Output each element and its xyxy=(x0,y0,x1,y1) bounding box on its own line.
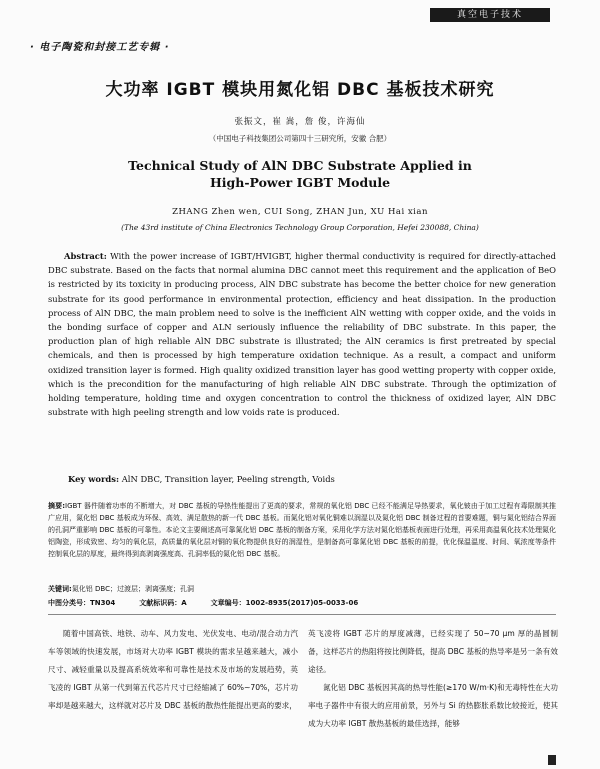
body-right-paragraph-1: 英飞凌将 IGBT 芯片的厚度减薄，已经实现了 50~70 μm 厚的晶圆制备，这样芯片的热阻将按比例降低，提高 DBC 基板的热导率是另一条有效途径。 xyxy=(308,629,558,674)
body-column-left: 随着中国高铁、地铁、动车、风力发电、光伏发电、电动/混合动力汽车等领域的快速发展，市场对大功率 IGBT 模块的需求呈越来越大，减小尺寸、减轻重量以及提高系统效率和可靠性是技术及市场的发展趋势，英飞凌的 IGBT 从第一代到第五代芯片尺寸已经缩减了 60%~70%，芯片功率却是越来越大，这样就对芯片及 DBC 基板的散热性能提出更高的要求， xyxy=(48,629,298,710)
authors-cn: 张振文，崔 嵩，詹 俊，许海仙 xyxy=(234,117,366,127)
keywords-en-text: AlN DBC, Transition layer, Peeling strength, Voids xyxy=(121,474,335,484)
body-right-paragraph-2: 氮化铝 DBC 基板因其高的热导性能(≥170 W/m·K)和无毒特性在大功率电子器件中有很大的应用前景，另外与 Si 的热膨胀系数比较接近，使其成为大功率 IGBT 散热基板的最佳选择，能够 xyxy=(308,683,558,728)
clc-number: 中图分类号：TN304 xyxy=(48,599,116,607)
affiliation-cn: （中国电子科技集团公司第四十三研究所，安徽 合肥） xyxy=(208,134,392,143)
abstract-cn xyxy=(48,500,556,560)
abstract-en-text: With the power increase of IGBT/HVIGBT, higher thermal conductivity is required for directly-attached DBC substrate. Based on the facts that normal alumina DBC cannot meet this requirement and the application of BeO is restricted by its toxicity in producing process, AlN DBC substrate has become the better choice for new generation substrate for its good performance in environmental protection, efficiency and heat dissipation. In the production process of AlN DBC, the main problem need to solve is the inefficient AlN wetting with copper oxide, and the voids in the bonding surface of copper and ALN seriously influence the reliability of DBC substrate. In this paper, the production plan of high reliable AlN DBC substrate is illustrated; the AlN ceramics is first pretreated by special chemicals, and then is processed by high temperature oxidation technique. As a result, a compact and uniform oxidized transition layer is formed. High quality oxidized transition layer has good wetting property with copper oxide, which is the precondition for the manufacturing of high reliable AlN DBC substrate. Through the optimization of holding temperature, holding time and oxygen concentration to control the thickness of oxidized layer, AlN DBC substrate with high peeling strength and low voids rate is produced. xyxy=(48,251,556,418)
abstract-en-label: Abstract: xyxy=(64,251,107,261)
keywords-cn xyxy=(48,584,556,594)
title-en-line1: Technical Study of AlN DBC Substrate Applied in xyxy=(128,158,472,173)
keywords-cn-label: 关键词: xyxy=(48,585,72,593)
page-corner-mark xyxy=(548,755,556,765)
title-en xyxy=(0,157,600,191)
keywords-en-label: Key words: xyxy=(68,474,120,484)
title-cn: 大功率 IGBT 模块用氮化铝 DBC 基板技术研究 xyxy=(105,80,495,100)
abstract-cn-text: IGBT 器件随着功率的不断增大，对 DBC 基板的导热性能提出了更高的要求，常规的氧化铝 DBC 已经不能满足导热要求，氧化铍由于加工过程有毒限制其推广应用，氮化铝 DBC 基板成为环保、高效、满足散热的新一代 DBC 基板。而氮化铝对氧化铜难以润湿以及氮化铝 DBC 制备过程的首要难题，铜与氮化铝结合界面的孔洞严重影响 DBC 基板的可靠性。本论文主要阐述高可靠氮化铝 DBC 基板的制备方案，采用化学方法对氮化铝基板表面进行处理，再采用高温氧化技术处理氮化铝陶瓷，形成致密、均匀的氧化层，高质量的氧化层对铜的氧化物提供良好的润湿性，是制备高可靠氮化铝 DBC 基板的前提，优化保温温度、时间、氧浓度等条件控制氧化层的厚度，最终得到高剥离强度高、孔洞率低的氮化铝 DBC 基板。 xyxy=(48,502,556,558)
authors-en: ZHANG Zhen wen, CUI Song, ZHAN Jun, XU Hai xian xyxy=(172,207,428,217)
journal-header-tag: 真空电子技术 xyxy=(430,8,550,22)
affiliation-en: (The 43rd institute of China Electronics Technology Group Corporation, Hefei 230088, China) xyxy=(121,223,479,232)
title-en-line2: High-Power IGBT Module xyxy=(209,175,391,190)
document-code: 文献标识码：A xyxy=(139,599,187,607)
abstract-cn-label: 摘要: xyxy=(48,502,65,510)
keywords-en xyxy=(68,474,558,484)
classification-meta xyxy=(48,598,556,608)
body-column-right xyxy=(308,625,558,733)
abstract-en xyxy=(48,249,556,419)
divider xyxy=(48,614,556,615)
keywords-cn-text: 氮化铝 DBC；过渡层；剥离强度；孔洞 xyxy=(71,585,194,593)
section-tag: · 电子陶瓷和封接工艺专辑 · xyxy=(30,42,170,53)
article-number: 文章编号：1002-8935(2017)05-0033-06 xyxy=(210,599,359,607)
